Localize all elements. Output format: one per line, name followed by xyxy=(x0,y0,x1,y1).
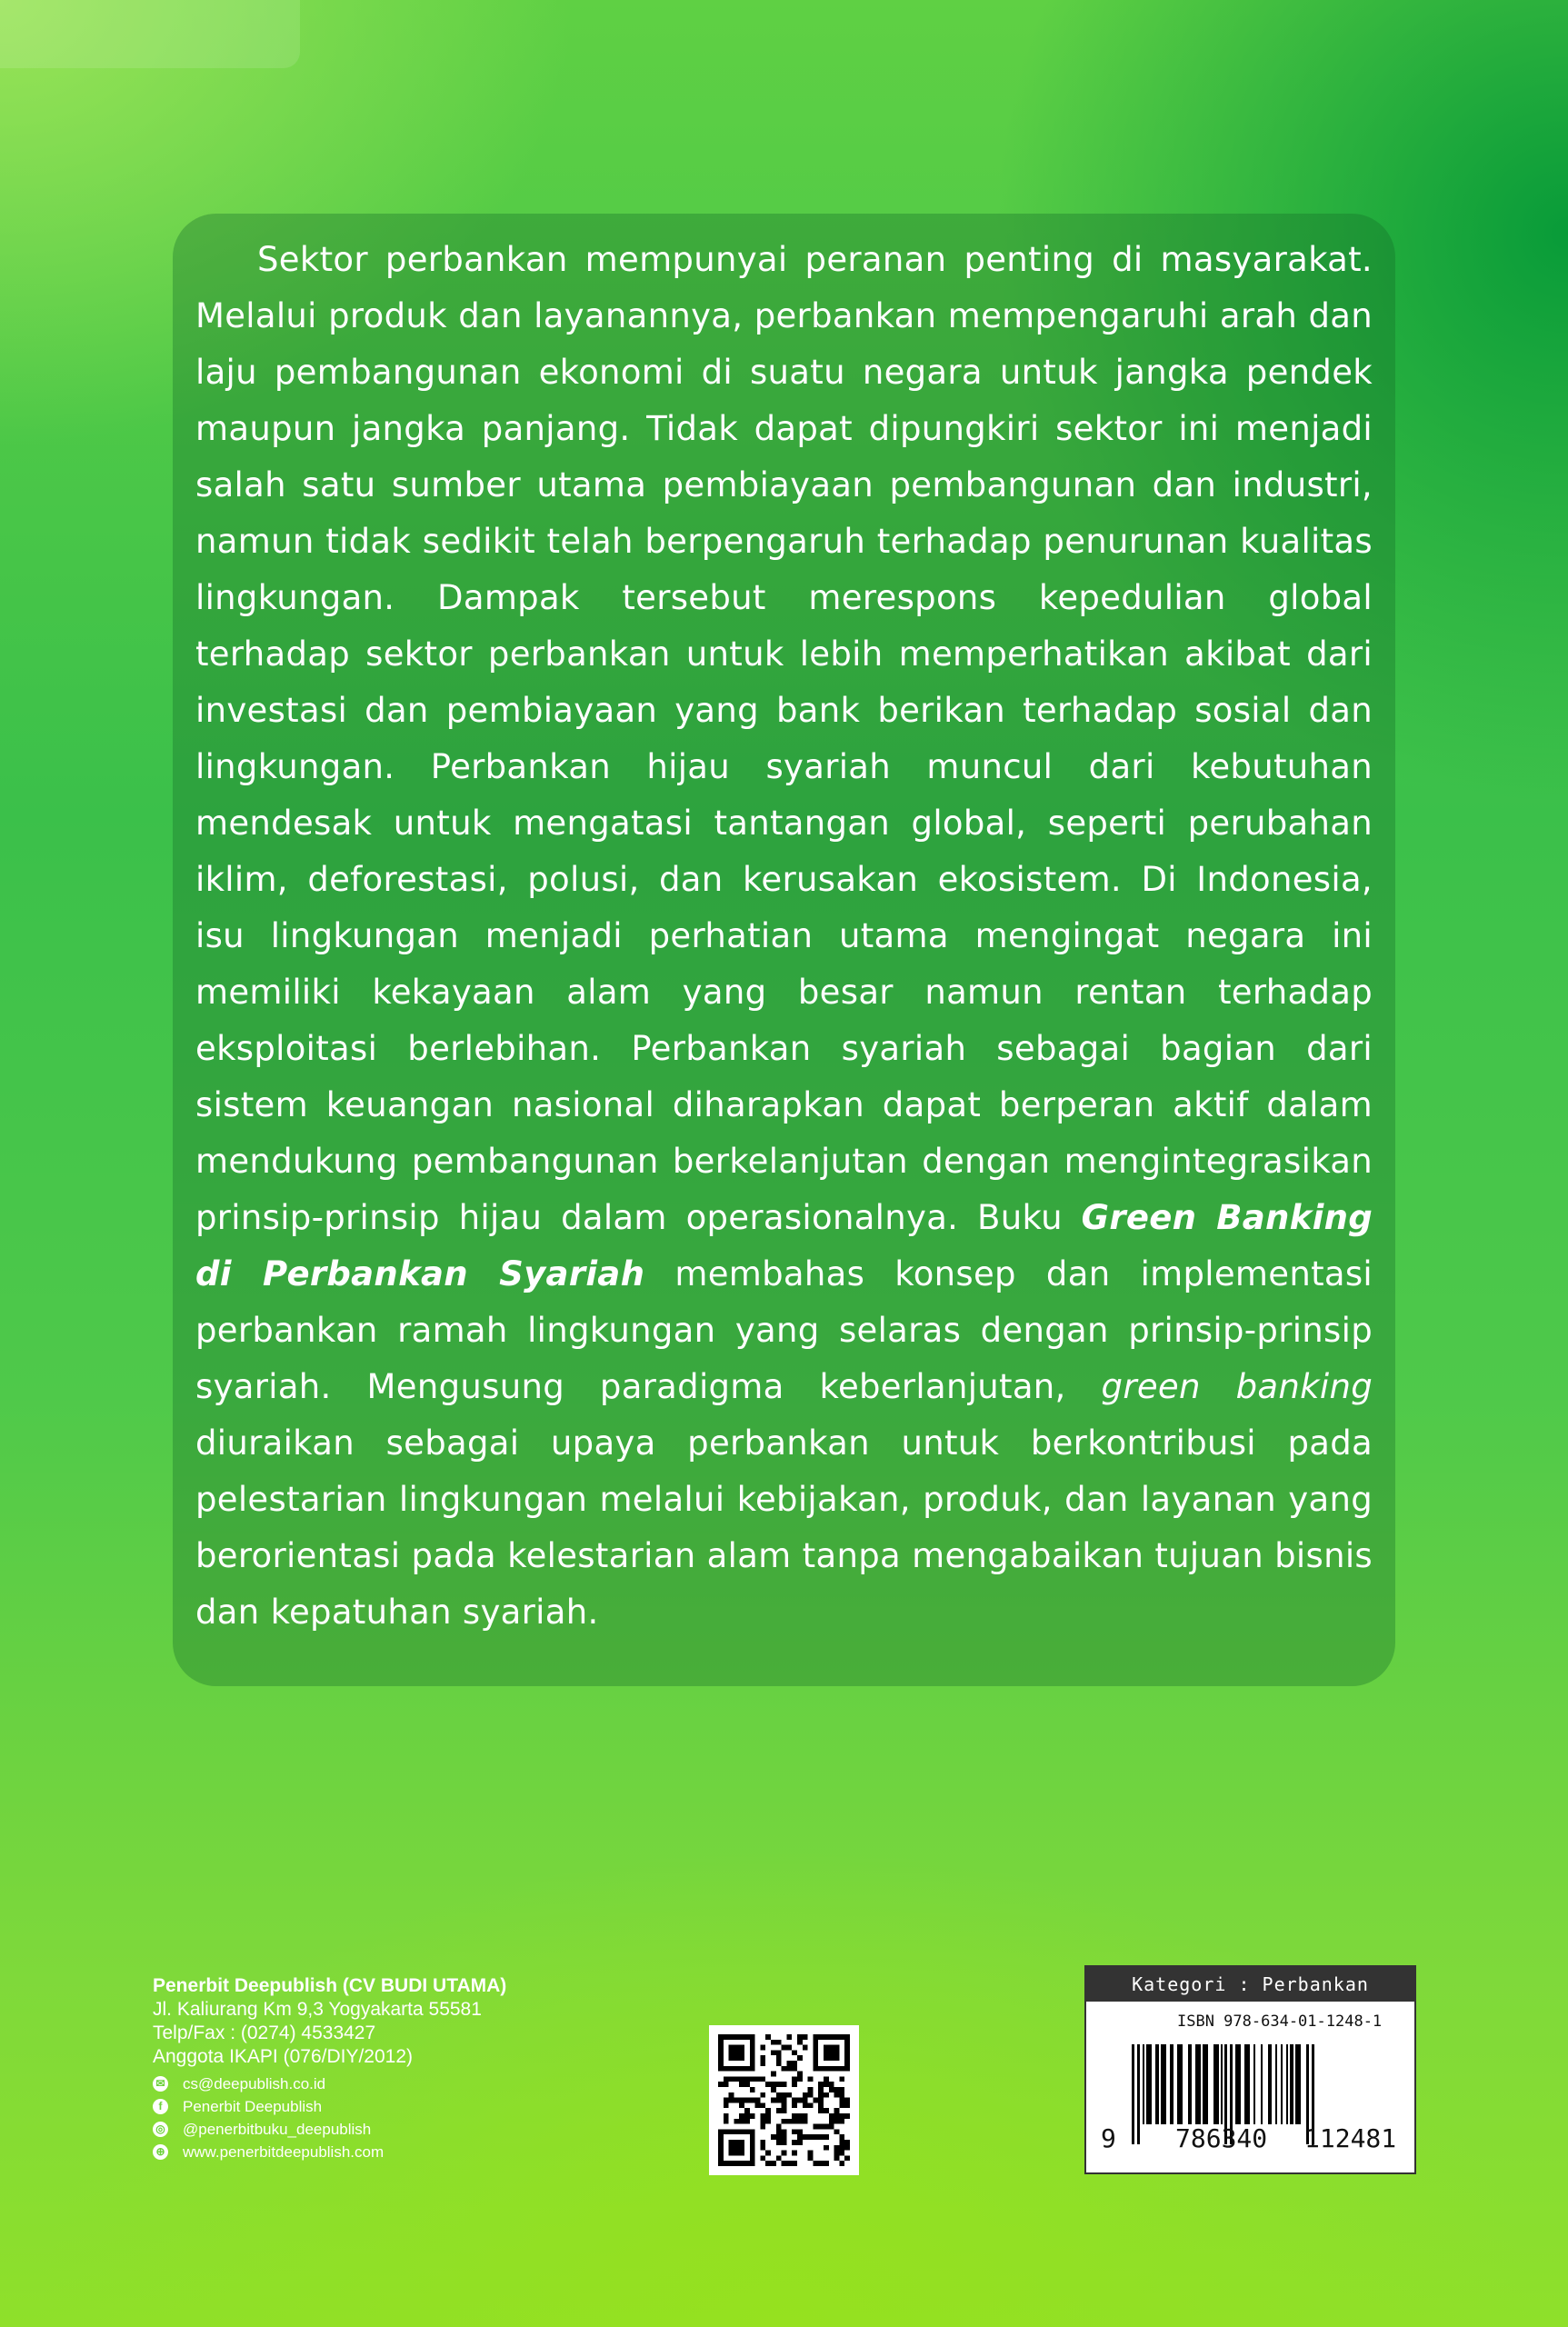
contact-text: Penerbit Deepublish xyxy=(183,2098,323,2115)
blurb-term: green banking xyxy=(1101,1367,1373,1406)
category-label: Kategori : Perbankan xyxy=(1086,1967,1414,2002)
publisher-address: Jl. Kaliurang Km 9,3 Yogyakarta 55581 xyxy=(153,1999,482,2020)
back-cover-blurb xyxy=(195,232,1373,1641)
qr-code xyxy=(709,2025,859,2175)
contact-text: cs@deepublish.co.id xyxy=(183,2075,326,2092)
contact-email xyxy=(153,2072,506,2095)
facebook-icon: f xyxy=(153,2099,168,2114)
publisher-info xyxy=(153,1974,506,2163)
email-icon: ✉ xyxy=(153,2076,168,2092)
globe-icon: ⊕ xyxy=(153,2144,168,2160)
barcode-digit: 9 xyxy=(1101,2123,1116,2153)
top-corner-tab xyxy=(0,0,300,68)
contact-website xyxy=(153,2141,506,2163)
book-title: Green Banking di Perbankan Syariah xyxy=(195,1198,1373,1293)
contact-text: www.penerbitdeepublish.com xyxy=(183,2143,385,2161)
contact-text: @penerbitbuku_deepublish xyxy=(183,2121,372,2138)
barcode-digits-right: 112481 xyxy=(1304,2123,1397,2153)
publisher-phone: Telp/Fax : (0274) 4533427 xyxy=(153,2022,376,2043)
publisher-name: Penerbit Deepublish (CV BUDI UTAMA) xyxy=(153,1975,507,1996)
isbn-barcode-box xyxy=(1084,1965,1416,2174)
contact-instagram xyxy=(153,2118,506,2141)
isbn-number: ISBN 978-634-01-1248-1 xyxy=(1177,2012,1383,2031)
instagram-icon: ◎ xyxy=(153,2122,168,2137)
blurb-text: diuraikan sebagai upaya perbankan untuk berkontribusi pada pelestarian lingkungan melalui kebijakan, produk, dan layanan yang berorientasi pada kelestarian alam tanpa mengabaikan tujuan bisnis dan kepatuhan syariah. xyxy=(195,1423,1373,1632)
contact-facebook xyxy=(153,2095,506,2118)
barcode-digits-left: 786340 xyxy=(1175,2123,1268,2153)
blurb-text: Sektor perbankan mempunyai peranan penting di masyarakat. Melalui produk dan layanannya, perbankan mempengaruhi arah dan laju pembangunan ekonomi di suatu negara untuk jangka pendek maupun jangka panjang. Tidak dapat dipungkiri sektor ini menjadi salah satu sumber utama pembiayaan pembangunan dan industri, namun tidak sedikit telah berpengaruh terhadap penurunan kualitas lingkungan. Dampak tersebut merespons kepedulian global terhadap sektor perbankan untuk lebih memperhatikan akibat dari investasi dan pembiayaan yang bank berikan terhadap sosial dan lingkungan. Perbankan hijau syariah muncul dari kebutuhan mendesak untuk mengatasi tantangan global, seperti perubahan iklim, deforestasi, polusi, dan kerusakan ekosistem. Di Indonesia, isu lingkungan menjadi perhatian utama mengingat negara ini memiliki kekayaan alam yang besar namun rentan terhadap eksploitasi berlebihan. Perbankan syariah sebagai bagian dari sistem keuangan nasional diharapkan dapat berperan aktif dalam mendukung pembangunan berkelanjutan dengan mengintegrasikan prinsip-prinsip hijau dalam operasionalnya. Buku xyxy=(195,240,1373,1237)
blurb-text: membahas konsep dan implementasi perbankan ramah lingkungan yang selaras dengan prinsip-prinsip syariah. Mengusung paradigma keberlanjutan, xyxy=(195,1254,1373,1406)
publisher-ikapi: Anggota IKAPI (076/DIY/2012) xyxy=(153,2046,414,2067)
